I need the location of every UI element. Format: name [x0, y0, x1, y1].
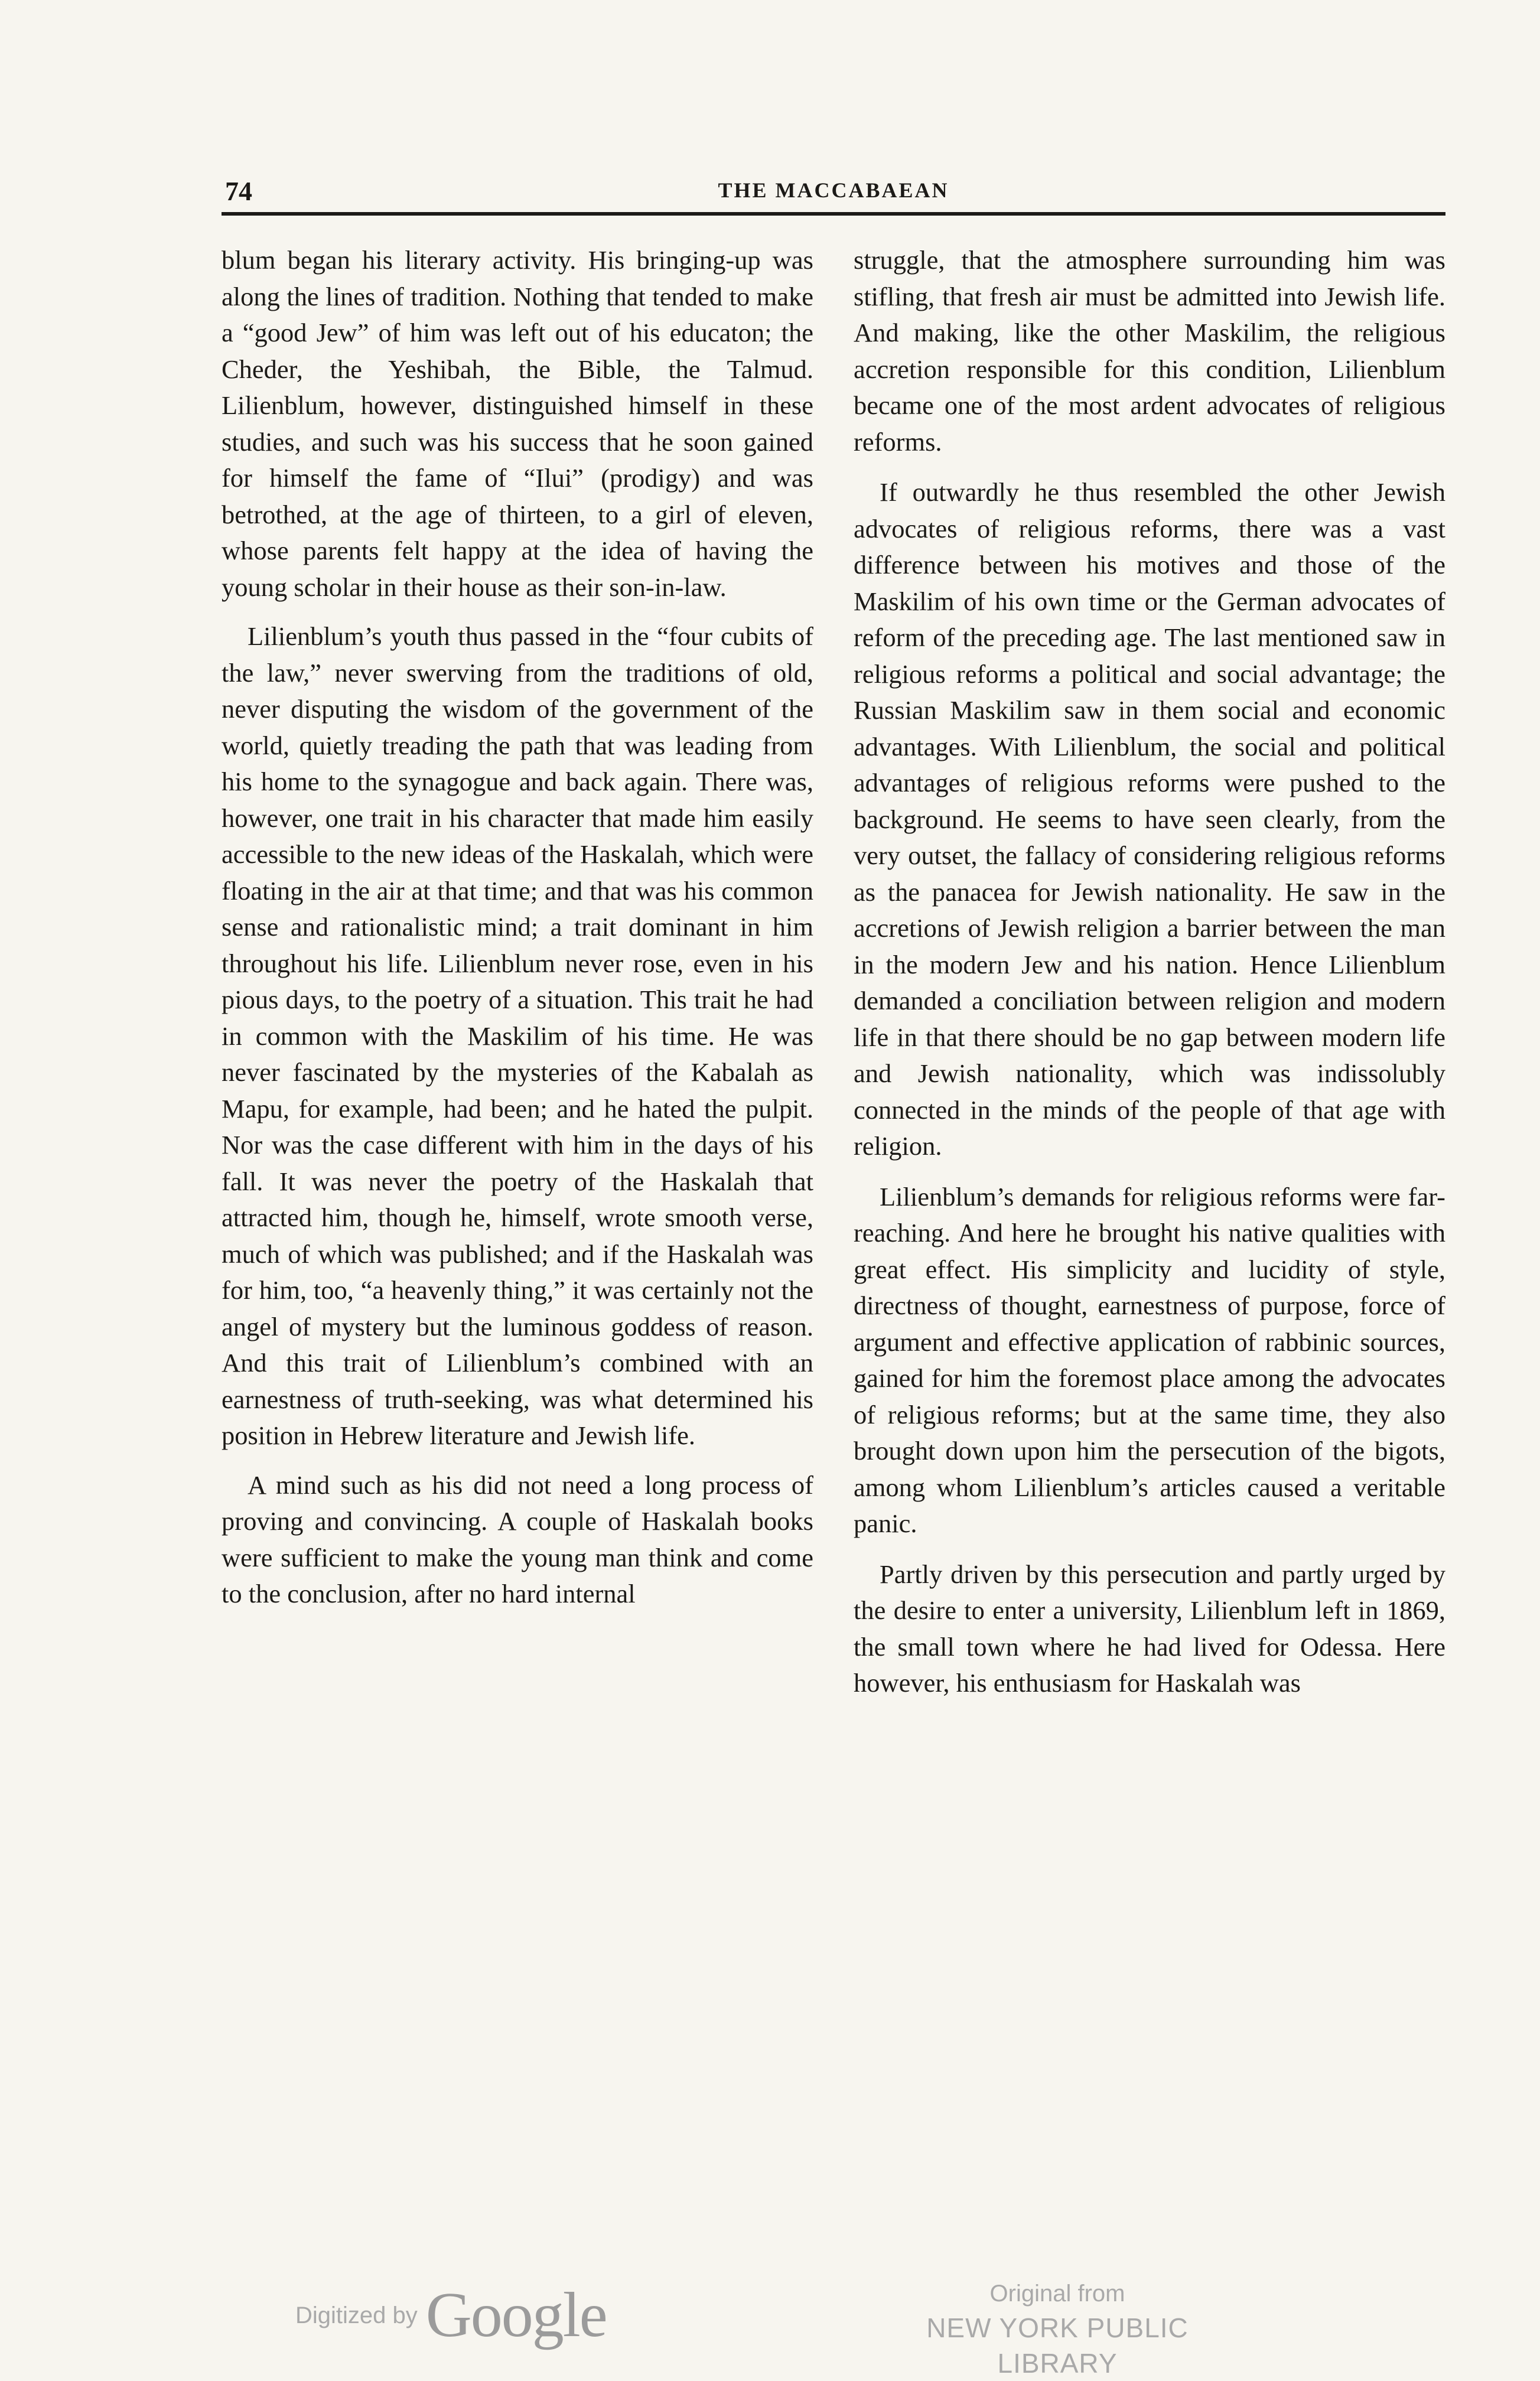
right-column — [854, 242, 1445, 2079]
digitized-by-label: Digitized by — [295, 2302, 418, 2328]
running-title: THE MACCABAEAN — [718, 178, 949, 202]
paragraph: Partly driven by this persecution and partly urged by the desire to enter a university, Lilienblum left in 1869, the small town where he had lived for Odessa. Here however, his enthusiasm for Haskalah was — [854, 1559, 1445, 1698]
paragraph: struggle, that the atmosphere surrounding him was stifling, that fresh air must be admitted into Jewish life. And making, like the other Maskilim, the religious accretion responsible for this condition, Lilienblum became one of the most ardent advocates of religious reforms. — [854, 245, 1445, 457]
page-header — [222, 175, 1445, 216]
paragraph: Lilienblum’s youth thus passed in the “four cubits of the law,” never swerving from the traditions of old, never disputing the wisdom of the government of the world, quietly treading the path that was leading from his home to the synagogue and back again. There was, however, one trait in his character that made him easily accessible to the new ideas of the Haskalah, which were floating in the air at that time; and that was his common sense and rationalistic mind; a trait dominant in him throughout his life. Lilienblum never rose, even in his pious days, to the poetry of a situation. This trait he had in common with the Maskilim of his time. He was never fascinated by the mysteries of the Kabalah as Mapu, for example, had been; and he hated the pulpit. Nor was the case different with him in the days of his fall. It was never the poetry of the Haskalah that attracted him, though he, himself, wrote smooth verse, much of which was published; and if the Haskalah was for him, too, “a heavenly thing,” it was certainly not the angel of mystery but the luminous goddess of reason. And this trait of Lilienblum’s combined with an earnestness of truth-seeking, was what determined his position in Hebrew literature and Jewish life. — [222, 621, 813, 1450]
original-from-label: Original from — [989, 2281, 1125, 2307]
digitized-by-watermark — [295, 2277, 650, 2354]
paragraph: Lilienblum’s demands for religious reforms were far-reaching. And here he brought his native qualities with great effect. His simplicity and lucidity of style, directness of thought, earnestness of purpose, force of argument and effective application of rabbinic sources, gained for him the foremost place among the advocates of religious reforms; but at the same time, they also brought down upon him the persecution of the bigots, among whom Lilienblum’s articles caused a veritable panic. — [854, 1181, 1445, 1538]
paragraph: blum began his literary activity. His bringing-up was along the lines of tradition. Nothing that tended to make a “good Jew” of him was left out of his educaton; the Cheder, the Yeshibah, the Bible, the Talmud. Lilienblum, however, distinguished himself in these studies, and such was his success that he soon gained for himself the fame of “Ilui” (prodigy) and was betrothed, at the age of thirteen, to a girl of eleven, whose parents felt happy at the idea of having the young scholar in their house as their son-in-law. — [222, 245, 813, 602]
left-column — [222, 242, 813, 2079]
paragraph: A mind such as his did not need a long process of proving and convincing. A couple of Haskalah books were sufficient to make the young man think and come to the conclusion, after no hard internal — [222, 1470, 813, 1608]
library-watermark — [874, 2277, 1241, 2381]
google-logo: Google — [425, 2280, 607, 2350]
library-name: NEW YORK PUBLIC LIBRARY — [926, 2312, 1189, 2379]
page-number: 74 — [225, 176, 252, 206]
paragraph: If outwardly he thus resembled the other Jewish advocates of religious reforms, there was a vast difference between his motives and those of the Maskilim of his own time or the German advocates of reform of the preceding age. The last mentioned saw in religious reforms a political and social advantage; the Russian Maskilim saw in them social and economic advantages. With Lilienblum, the social and political advantages of religious reforms were pushed to the background. He seems to have seen clearly, from the very outset, the fallacy of considering religious reforms as the panacea for Jewish nationality. He saw in the accretions of Jewish religion a barrier between the man in the modern Jew and his nation. Hence Lilienblum demanded a conciliation between religion and modern life in that there should be no gap between modern life and Jewish nationality, which was indissolubly connected in the minds of the people of that age with religion. — [854, 477, 1445, 1161]
